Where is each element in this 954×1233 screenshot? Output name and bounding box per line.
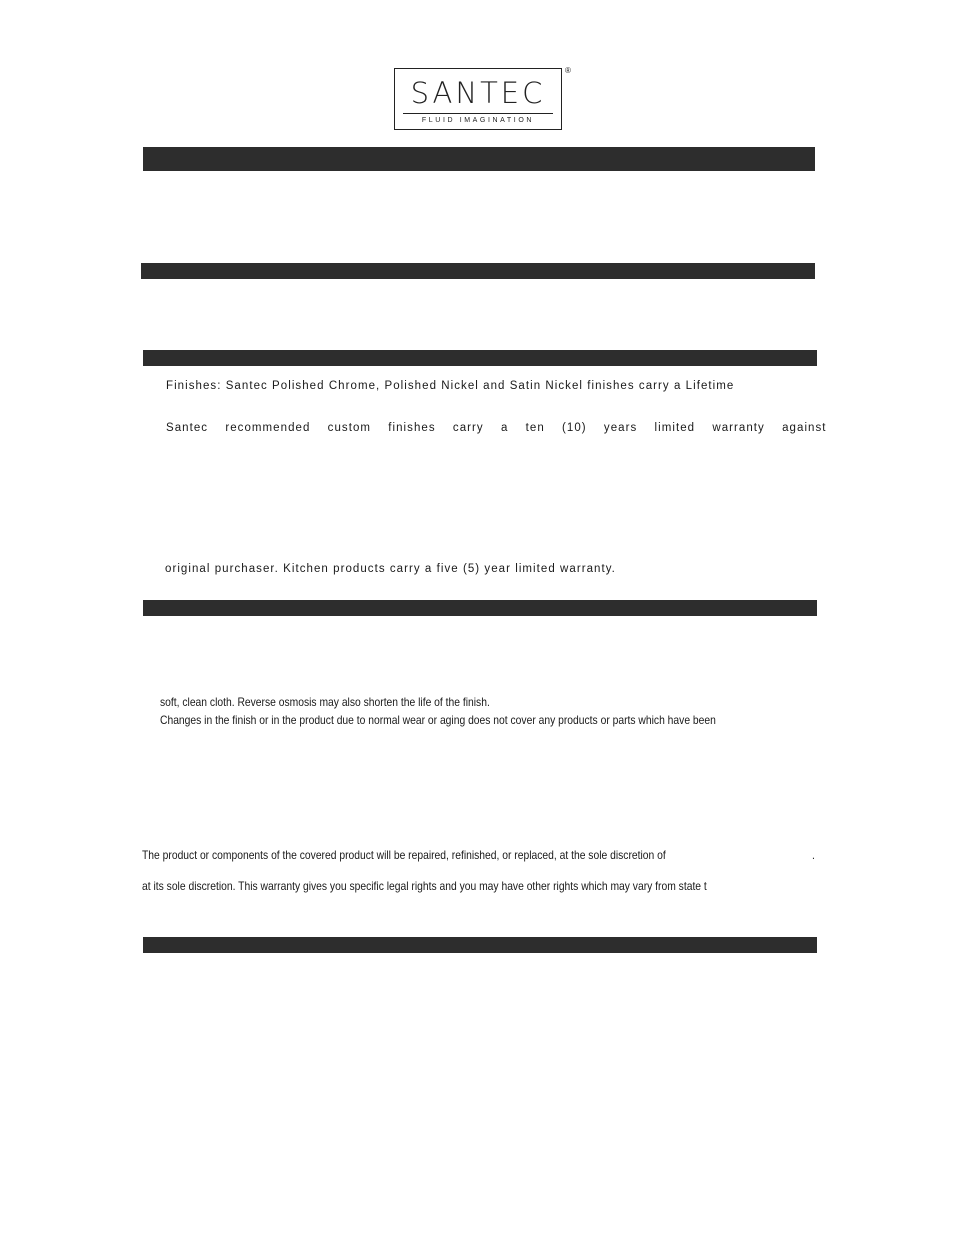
care-text-line-1: soft, clean cloth. Reverse osmosis may also shorten the life of the finish. [160,695,490,709]
care-text-line-2: Changes in the finish or in the product due to normal wear or aging does not cover any products or parts which have been [160,713,716,727]
section-header-bar-1 [143,147,815,171]
logo-rule [403,113,553,114]
remedy-text-line-1: The product or components of the covered product will be repaired, refinished, or replaced, at the sole discretion of [142,848,666,862]
finishes-text-line-3: original purchaser. Kitchen products carry a five (5) year limited warranty. [165,563,616,575]
santec-logo [394,68,562,130]
section-header-bar-5 [143,937,817,953]
logo-brand: SANTEC [410,76,546,110]
registered-mark: ® [565,66,571,75]
logo-tagline: FLUID IMAGINATION [421,117,535,124]
section-header-bar-4 [143,600,817,616]
section-header-bar-3 [143,350,817,366]
remedy-text-line-1-end: . [812,848,815,862]
finishes-text-line-1: Finishes: Santec Polished Chrome, Polished Nickel and Satin Nickel finishes carry a Lifetime [166,380,735,392]
remedy-text-line-2: at its sole discretion. This warranty gives you specific legal rights and you may have other rights which may vary from state t [142,879,707,893]
section-header-bar-2 [141,263,815,279]
finishes-text-line-2: Santec recommended custom finishes carry a ten (10) years limited warranty against [166,422,827,434]
